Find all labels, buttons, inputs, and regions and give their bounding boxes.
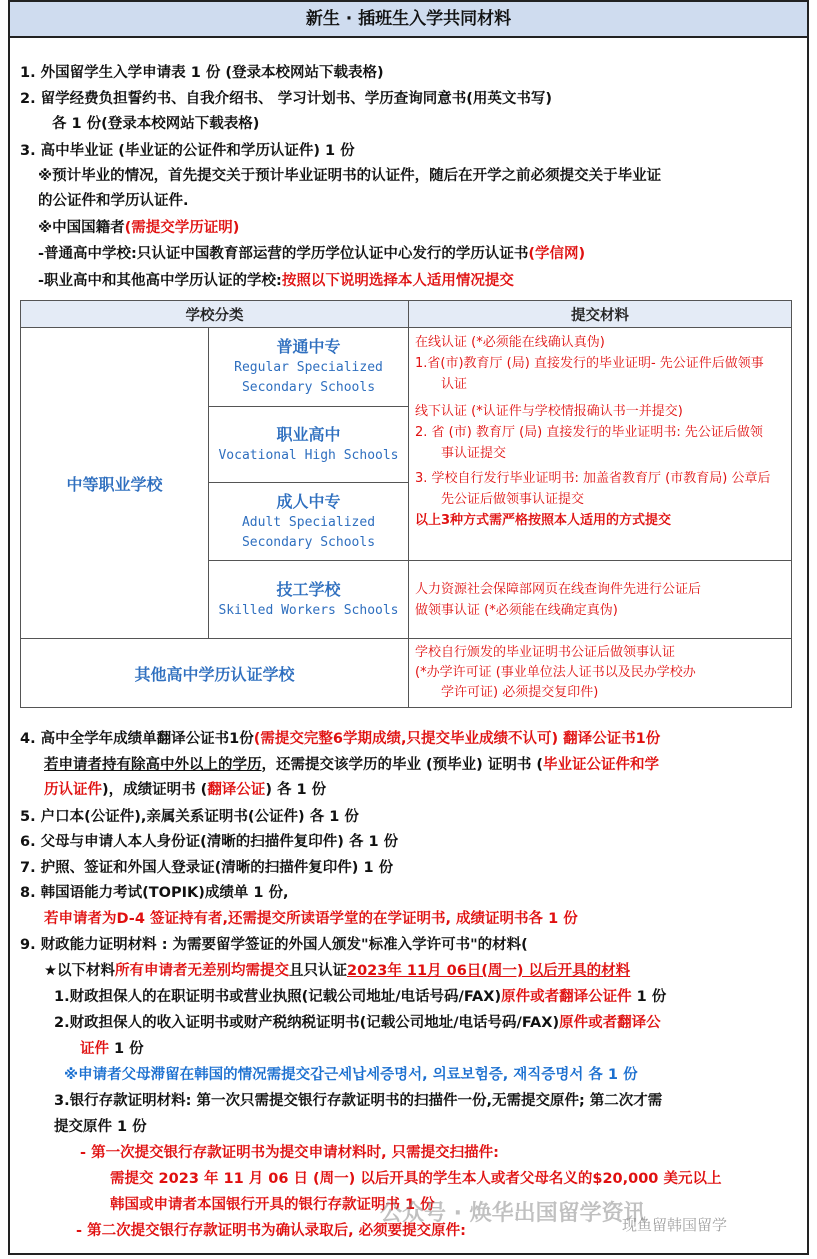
item-6: 6. 父母与申请人本人身份证(清晰的扫描件复印件) 各 1 份: [20, 834, 399, 850]
finance-parent-note: ※申请者父母滞留在韩国的情况需提交갑근세납세증명서, 의료보험증, 재직증명서 各 1 份: [64, 1067, 638, 1083]
item-3-note-2: 的公证件和学历认证件.: [38, 193, 189, 209]
finance-item-3-cont: 提交原件 1 份: [54, 1119, 147, 1135]
school-type-adult: 成人中专 Adult Specialized Secondary Schools: [209, 483, 409, 561]
materials-vocational: 在线认证 (*必须能在线确认真伪) 1.省(市)教育厅 (局) 直接发行的毕业证明- 先公证件后做领事 认证 线下认证 (*认证件与学校情报确认书一并提交) 2. 省 (市) 教育厅 (局) 直接发行的毕业证明书: 先公证后做领 事认证提交 3. 学校自行发行毕业证明书: 加盖省教育厅 (市教育局) 公章后 先公证后做领事认证提交 以上3种方式需严格按照本人适用的方式提交: [409, 328, 792, 561]
item-5: 5. 户口本(公证件),亲属关系证明书(公证件) 各 1 份: [20, 809, 359, 825]
school-type-skilled: 技工学校 Skilled Workers Schools: [209, 561, 409, 639]
finance-item-1: 1.财政担保人的在职证明书或营业执照(记载公司地址/电话号码/FAX)原件或者翻译公证件 1 份: [54, 989, 667, 1005]
item-4-note-2: 历认证件)，成绩证明书 (翻译公证) 各 1 份: [44, 782, 327, 798]
table-row: [21, 328, 792, 407]
category-other: 其他高中学历认证学校: [21, 639, 409, 708]
bank-note-4: - 第二次提交银行存款证明书为确认录取后, 必须要提交原件:: [76, 1223, 466, 1239]
item-1: 1. 外国留学生入学申请表 1 份 (登录本校网站下载表格): [20, 65, 384, 81]
col-materials: 提交材料: [409, 301, 792, 328]
item-4-note: 若申请者持有除高中外以上的学历，还需提交该学历的毕业 (预毕业) 证明书 (毕业证公证件和学: [44, 757, 660, 773]
item-3-note-3: ※中国国籍者(需提交学历证明): [38, 220, 240, 236]
item-2-count: 各 1 份(登录本校网站下载表格): [52, 116, 260, 132]
materials-other: 学校自行颁发的毕业证明书公证后做领事认证 (*办学许可证 (事业单位法人证书以及民办学校办 学许可证) 必须提交复印件): [409, 639, 792, 708]
page-title: 新生 · 插班生入学共同材料: [10, 2, 807, 38]
materials-skilled: 人力资源社会保障部网页在线查询件先进行公证后 做领事认证 (*必须能在线确定真伪): [409, 561, 792, 639]
item-4: 4. 高中全学年成绩单翻译公证书1份(需提交完整6学期成绩,只提交毕业成绩不认可) 翻译公证书1份: [20, 731, 661, 747]
col-school-category: 学校分类: [21, 301, 409, 328]
bank-note-3: 韩国或申请者本国银行开具的银行存款证明书 1 份: [110, 1197, 435, 1213]
item-3: 3. 高中毕业证 (毕业证的公证件和学历认证件) 1 份: [20, 143, 355, 159]
table-row: [21, 639, 792, 708]
table-header-row: [21, 301, 792, 328]
item-3-note-1: ※预计毕业的情况，首先提交关于预计毕业证明书的认证件，随后在开学之前必须提交关于毕业证: [38, 168, 662, 184]
watermark-sub: 现鱼留韩国留学: [622, 1216, 728, 1234]
item-2: 2. 留学经费负担誓约书、自我介绍书、 学习计划书、学历查询同意书(用英文书写): [20, 91, 552, 107]
item-9: 9. 财政能力证明材料 : 为需要留学签证的外国人颁发"标准入学许可书"的材料(: [20, 937, 528, 953]
bank-note-2: 需提交 2023 年 11 月 06 日 (周一) 以后开具的学生本人或者父母名义的$20,000 美元以上: [110, 1171, 722, 1187]
finance-item-2-cont: 证件 1 份: [80, 1041, 144, 1057]
item-8: 8. 韩国语能力考试(TOPIK)成绩单 1 份,: [20, 885, 289, 901]
school-type-vocational-high: 职业高中 Vocational High Schools: [209, 407, 409, 483]
item-7: 7. 护照、签证和外国人登录证(清晰的扫描件复印件) 1 份: [20, 860, 394, 876]
item-8-note: 若申请者为D-4 签证持有者,还需提交所读语学堂的在学证明书, 成绩证明书各 1 份: [44, 911, 578, 927]
item-3-note-5: -职业高中和其他高中学历认证的学校:按照以下说明选择本人适用情况提交: [38, 273, 514, 289]
item-3-note-4: -普通高中学校:只认证中国教育部运营的学历学位认证中心发行的学历认证书(学信网): [38, 246, 586, 262]
school-category-table: [20, 300, 792, 708]
school-type-regular: 普通中专 Regular Specialized Secondary Schools: [209, 328, 409, 407]
item-9-star-note: ★以下材料所有申请者无差别均需提交且只认证2023年 11月 06日(周一) 以后开具的材料: [44, 963, 631, 979]
finance-item-2: 2.财政担保人的收入证明书或财产税纳税证明书(记载公司地址/电话号码/FAX)原件或者翻译公: [54, 1015, 661, 1031]
bank-note-1: - 第一次提交银行存款证明书为提交申请材料时, 只需提交扫描件:: [80, 1145, 499, 1161]
finance-item-3: 3.银行存款证明材料: 第一次只需提交银行存款证明书的扫描件一份,无需提交原件; 第二次才需: [54, 1093, 663, 1109]
watermark: 公众号 · 焕华出国留学资讯: [380, 1201, 646, 1226]
category-vocational: 中等职业学校: [21, 328, 209, 639]
